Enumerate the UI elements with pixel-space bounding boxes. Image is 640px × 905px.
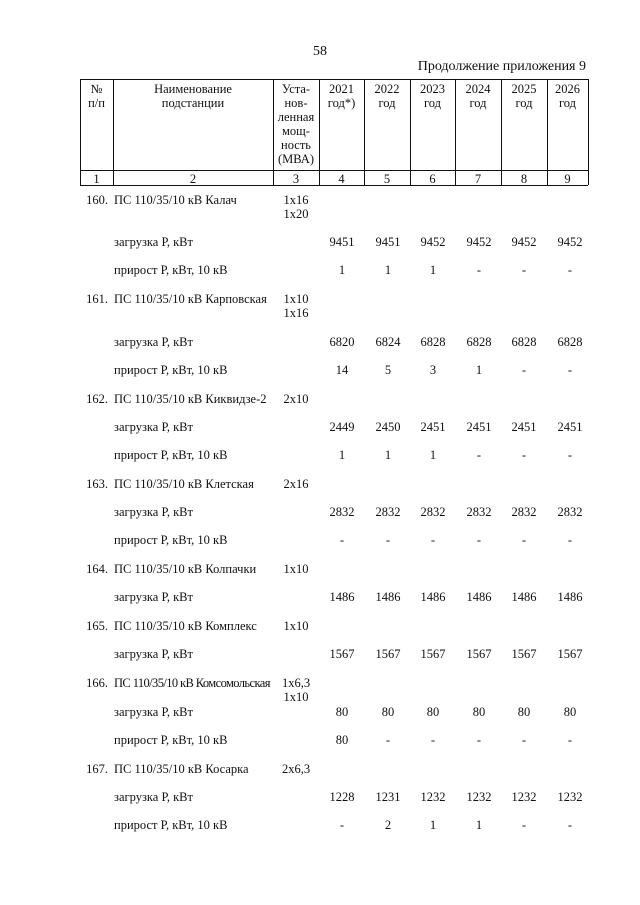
data-row bbox=[80, 790, 588, 806]
value-2022: 2450 bbox=[375, 420, 401, 434]
row-label: загрузка Р, кВт bbox=[114, 505, 193, 519]
value-2022: - bbox=[385, 733, 391, 747]
row-number: 165. bbox=[86, 619, 108, 633]
value-2023: 80 bbox=[426, 705, 440, 719]
row-label: загрузка Р, кВт bbox=[114, 705, 193, 719]
installed-power: 1х10 1х16 bbox=[283, 292, 309, 320]
value-2024: - bbox=[476, 533, 482, 547]
substation-row bbox=[80, 762, 588, 778]
header-year-6: 2026 год bbox=[555, 82, 580, 110]
row-number: 162. bbox=[86, 392, 108, 406]
row-label: загрузка Р, кВт bbox=[114, 335, 193, 349]
header-index-2: 2 bbox=[189, 172, 197, 186]
row-number: 167. bbox=[86, 762, 108, 776]
data-row bbox=[80, 335, 588, 351]
value-2025: 2451 bbox=[511, 420, 537, 434]
substation-row bbox=[80, 477, 588, 493]
value-2023: 9452 bbox=[420, 235, 446, 249]
row-label: прирост Р, кВт, 10 кВ bbox=[114, 363, 228, 377]
value-2025: - bbox=[521, 733, 527, 747]
value-2023: 2451 bbox=[420, 420, 446, 434]
data-row bbox=[80, 363, 588, 379]
header-year-1: 2021 год*) bbox=[327, 82, 356, 110]
header-col-name: Наименование подстанции bbox=[154, 82, 232, 110]
substation-name: ПС 110/35/10 кВ Калач bbox=[114, 193, 237, 207]
value-2023: 6828 bbox=[420, 335, 446, 349]
value-2023: 1 bbox=[429, 448, 437, 462]
value-2021: 80 bbox=[335, 705, 349, 719]
substation-row bbox=[80, 292, 588, 320]
header-index-8: 8 bbox=[520, 172, 528, 186]
value-2023: 2832 bbox=[420, 505, 446, 519]
row-label: загрузка Р, кВт bbox=[114, 647, 193, 661]
header-index-3: 3 bbox=[292, 172, 300, 186]
value-2024: 6828 bbox=[466, 335, 492, 349]
header-year-2: 2022 год bbox=[374, 82, 400, 110]
header-col-power: Уста- нов- ленная мощ- ность (МВА) bbox=[277, 82, 315, 166]
value-2026: - bbox=[567, 533, 573, 547]
value-2024: 2832 bbox=[466, 505, 492, 519]
continuation-title: Продолжение приложения 9 bbox=[417, 59, 586, 74]
value-2025: 9452 bbox=[511, 235, 537, 249]
value-2022: 80 bbox=[381, 705, 395, 719]
value-2026: 6828 bbox=[557, 335, 583, 349]
row-number: 161. bbox=[86, 292, 108, 306]
installed-power: 1х16 1х20 bbox=[283, 193, 309, 221]
data-row bbox=[80, 705, 588, 721]
row-label: прирост Р, кВт, 10 кВ bbox=[114, 733, 228, 747]
header-index-7: 7 bbox=[474, 172, 482, 186]
value-2021: 2832 bbox=[329, 505, 355, 519]
value-2024: - bbox=[476, 263, 482, 277]
row-label: прирост Р, кВт, 10 кВ bbox=[114, 263, 228, 277]
value-2021: 1228 bbox=[329, 790, 355, 804]
header-index-4: 4 bbox=[338, 172, 345, 186]
header-index-5: 5 bbox=[383, 172, 391, 186]
value-2025: 80 bbox=[517, 705, 531, 719]
value-2025: 2832 bbox=[511, 505, 537, 519]
data-row bbox=[80, 733, 588, 749]
row-number: 166. bbox=[86, 676, 108, 690]
value-2024: 80 bbox=[472, 705, 486, 719]
value-2025: - bbox=[521, 263, 527, 277]
value-2024: 9452 bbox=[466, 235, 492, 249]
header-year-4: 2024 год bbox=[465, 82, 491, 110]
row-number: 163. bbox=[86, 477, 108, 491]
value-2024: - bbox=[476, 448, 482, 462]
data-row bbox=[80, 235, 588, 251]
value-2025: - bbox=[521, 533, 527, 547]
value-2025: 1567 bbox=[511, 647, 537, 661]
value-2026: 1232 bbox=[557, 790, 583, 804]
value-2025: - bbox=[521, 818, 527, 832]
installed-power: 1х6,3 1х10 bbox=[281, 676, 311, 704]
value-2025: - bbox=[521, 448, 527, 462]
value-2021: 9451 bbox=[329, 235, 355, 249]
substation-name: ПС 110/35/10 кВ Киквидзе-2 bbox=[114, 392, 267, 406]
substation-name: ПС 110/35/10 кВ Косарка bbox=[114, 762, 249, 776]
value-2022: - bbox=[385, 533, 391, 547]
value-2022: 1231 bbox=[375, 790, 401, 804]
substation-row bbox=[80, 619, 588, 635]
installed-power: 2х10 bbox=[283, 392, 309, 406]
value-2022: 6824 bbox=[375, 335, 401, 349]
value-2023: 1232 bbox=[420, 790, 446, 804]
installed-power: 1х10 bbox=[283, 619, 309, 633]
value-2021: 80 bbox=[335, 733, 349, 747]
substation-row bbox=[80, 392, 588, 408]
row-label: загрузка Р, кВт bbox=[114, 790, 193, 804]
value-2025: 6828 bbox=[511, 335, 537, 349]
value-2023: - bbox=[430, 533, 436, 547]
value-2022: 5 bbox=[384, 363, 392, 377]
row-number: 160. bbox=[86, 193, 108, 207]
data-row bbox=[80, 533, 588, 549]
row-label: прирост Р, кВт, 10 кВ bbox=[114, 533, 228, 547]
value-2021: 1 bbox=[338, 448, 346, 462]
value-2021: - bbox=[339, 818, 345, 832]
value-2023: 3 bbox=[429, 363, 437, 377]
header-year-5: 2025 год bbox=[511, 82, 537, 110]
value-2026: - bbox=[567, 448, 573, 462]
value-2026: - bbox=[567, 363, 573, 377]
value-2025: 1486 bbox=[511, 590, 537, 604]
substation-name: ПС 110/35/10 кВ Колпачки bbox=[114, 562, 257, 576]
value-2026: - bbox=[567, 733, 573, 747]
header-col-no: № п/п bbox=[88, 82, 105, 110]
value-2022: 1 bbox=[384, 448, 392, 462]
value-2025: 1232 bbox=[511, 790, 537, 804]
row-number: 164. bbox=[86, 562, 108, 576]
installed-power: 2х16 bbox=[283, 477, 309, 491]
page-number: 58 bbox=[313, 44, 327, 59]
data-row bbox=[80, 647, 588, 663]
value-2026: 1486 bbox=[557, 590, 583, 604]
value-2024: - bbox=[476, 733, 482, 747]
value-2023: 1486 bbox=[420, 590, 446, 604]
value-2022: 2 bbox=[384, 818, 392, 832]
value-2021: 1567 bbox=[329, 647, 355, 661]
value-2024: 1232 bbox=[466, 790, 492, 804]
value-2022: 1 bbox=[384, 263, 392, 277]
value-2026: 80 bbox=[563, 705, 577, 719]
value-2026: 2451 bbox=[557, 420, 583, 434]
value-2025: - bbox=[521, 363, 527, 377]
value-2023: 1 bbox=[429, 818, 437, 832]
substation-name: ПС 110/35/10 кВ Комплекс bbox=[114, 619, 257, 633]
row-label: загрузка Р, кВт bbox=[114, 235, 193, 249]
substation-row bbox=[80, 562, 588, 578]
value-2023: 1 bbox=[429, 263, 437, 277]
value-2021: 2449 bbox=[329, 420, 355, 434]
value-2023: 1567 bbox=[420, 647, 446, 661]
data-row bbox=[80, 263, 588, 279]
row-label: прирост Р, кВт, 10 кВ bbox=[114, 448, 228, 462]
value-2022: 2832 bbox=[375, 505, 401, 519]
header-index-9: 9 bbox=[564, 172, 571, 186]
value-2024: 1567 bbox=[466, 647, 492, 661]
data-row bbox=[80, 420, 588, 436]
installed-power: 1х10 bbox=[283, 562, 309, 576]
substation-row bbox=[80, 676, 588, 704]
substation-row bbox=[80, 193, 588, 221]
header-index-6: 6 bbox=[429, 172, 436, 186]
value-2024: 1486 bbox=[466, 590, 492, 604]
data-row bbox=[80, 448, 588, 464]
value-2021: 1486 bbox=[329, 590, 355, 604]
value-2021: - bbox=[339, 533, 345, 547]
value-2026: - bbox=[567, 263, 573, 277]
row-label: загрузка Р, кВт bbox=[114, 420, 193, 434]
row-label: загрузка Р, кВт bbox=[114, 590, 193, 604]
value-2026: 2832 bbox=[557, 505, 583, 519]
header-index-1: 1 bbox=[93, 172, 100, 186]
value-2024: 2451 bbox=[466, 420, 492, 434]
substation-name: ПС 110/35/10 кВ Клетская bbox=[114, 477, 254, 491]
installed-power: 2х6,3 bbox=[281, 762, 311, 776]
value-2021: 6820 bbox=[329, 335, 355, 349]
value-2022: 1486 bbox=[375, 590, 401, 604]
value-2024: 1 bbox=[475, 818, 483, 832]
data-row bbox=[80, 590, 588, 606]
data-row bbox=[80, 505, 588, 521]
value-2023: - bbox=[430, 733, 436, 747]
data-row bbox=[80, 818, 588, 834]
header-year-3: 2023 год bbox=[420, 82, 445, 110]
value-2026: 9452 bbox=[557, 235, 583, 249]
value-2024: 1 bbox=[475, 363, 483, 377]
substation-name: ПС 110/35/10 кВ Комсомольская bbox=[114, 676, 270, 690]
value-2022: 1567 bbox=[375, 647, 401, 661]
value-2026: - bbox=[567, 818, 573, 832]
substation-name: ПС 110/35/10 кВ Карповская bbox=[114, 292, 267, 306]
value-2026: 1567 bbox=[557, 647, 583, 661]
value-2021: 14 bbox=[335, 363, 349, 377]
row-label: прирост Р, кВт, 10 кВ bbox=[114, 818, 228, 832]
value-2022: 9451 bbox=[375, 235, 401, 249]
value-2021: 1 bbox=[338, 263, 346, 277]
